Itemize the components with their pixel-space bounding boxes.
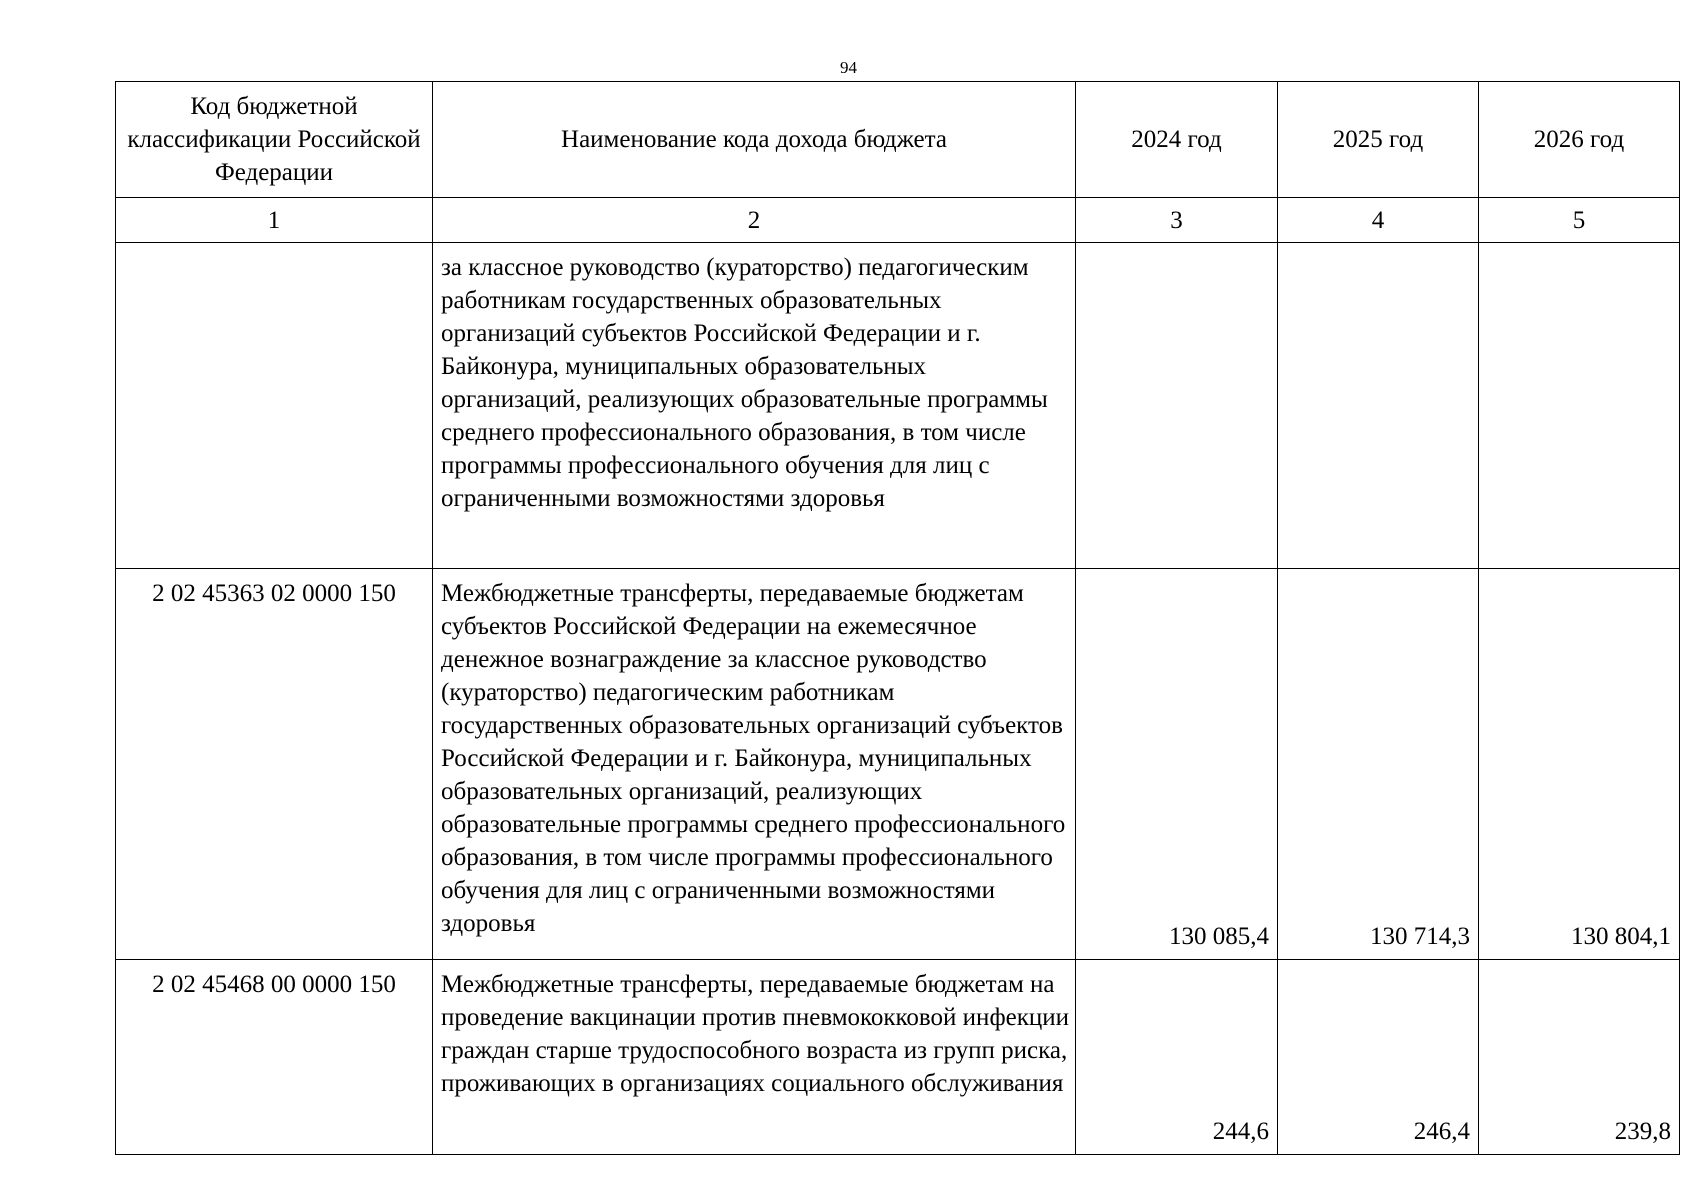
row-value-2025 xyxy=(1278,243,1479,569)
table-row xyxy=(116,569,1680,960)
row-value-2025: 246,4 xyxy=(1278,960,1479,1155)
header-2026: 2026 год xyxy=(1479,82,1680,198)
row-code xyxy=(116,243,433,569)
row-value-2024: 244,6 xyxy=(1076,960,1278,1155)
row-name: Межбюджетные трансферты, передаваемые бюджетам на проведение вакцинации против пневмококковой инфекции граждан старше трудоспособного возраста из групп риска, проживающих в организациях социального обслуживания xyxy=(433,960,1076,1155)
row-value-2024: 130 085,4 xyxy=(1076,569,1278,960)
header-row xyxy=(116,82,1680,198)
row-value-2026: 130 804,1 xyxy=(1479,569,1680,960)
column-number: 3 xyxy=(1076,198,1278,243)
row-code: 2 02 45363 02 0000 150 xyxy=(116,569,433,960)
column-number: 4 xyxy=(1278,198,1479,243)
table-row xyxy=(116,960,1680,1155)
column-number: 5 xyxy=(1479,198,1680,243)
row-value-2026: 239,8 xyxy=(1479,960,1680,1155)
header-code: Код бюджетной классификации Российской Федерации xyxy=(116,82,433,198)
page-number: 94 xyxy=(840,58,857,77)
row-name: за классное руководство (кураторство) педагогическим работникам государственных образовательных организаций субъектов Российской Федерации и г. Байконура, муниципальных образовательных организаций, реализующих образовательные программы среднего профессионального образования, в том числе программы профессионального обучения для лиц с ограниченными возможностями здоровья xyxy=(433,243,1076,569)
row-code: 2 02 45468 00 0000 150 xyxy=(116,960,433,1155)
header-2024: 2024 год xyxy=(1076,82,1278,198)
row-value-2025: 130 714,3 xyxy=(1278,569,1479,960)
header-name: Наименование кода дохода бюджета xyxy=(433,82,1076,198)
row-value-2024 xyxy=(1076,243,1278,569)
table-row xyxy=(116,243,1680,569)
header-2025: 2025 год xyxy=(1278,82,1479,198)
row-value-2026 xyxy=(1479,243,1680,569)
column-number: 1 xyxy=(116,198,433,243)
row-name: Межбюджетные трансферты, передаваемые бюджетам субъектов Российской Федерации на ежемесячное денежное вознаграждение за классное руководство (кураторство) педагогическим работникам государственных образовательных организаций субъектов Российской Федерации и г. Байконура, муниципальных образовательных организаций, реализующих образовательные программы среднего профессионального образования, в том числе программы профессионального обучения для лиц с ограниченными возможностями здоровья xyxy=(433,569,1076,960)
budget-revenue-table xyxy=(115,81,1680,1155)
column-number: 2 xyxy=(433,198,1076,243)
column-number-row xyxy=(116,198,1680,243)
